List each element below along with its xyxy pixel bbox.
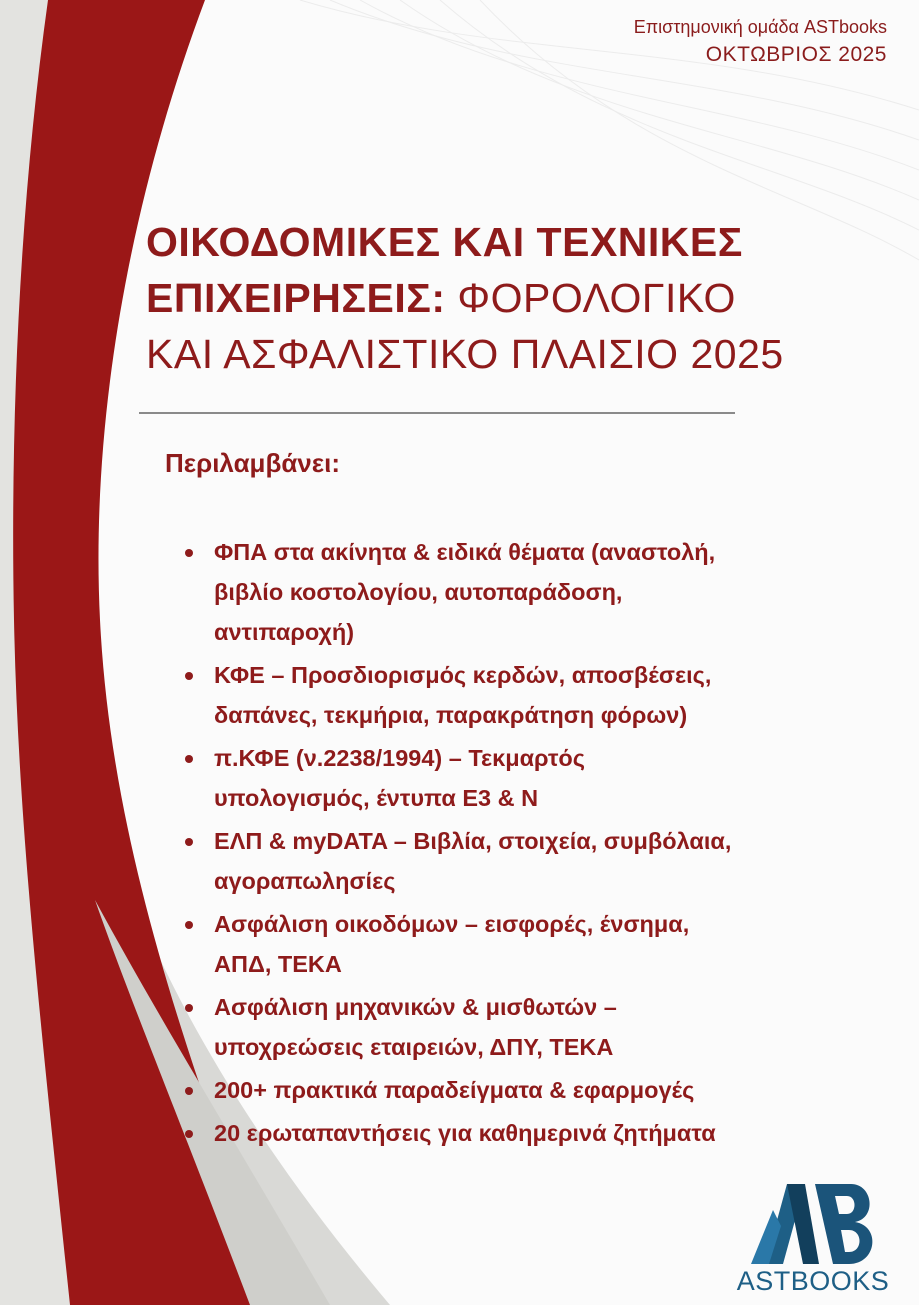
list-item-line: ΚΦΕ – Προσδιορισμός κερδών, αποσβέσεις, <box>214 662 712 688</box>
list-item-line: ΑΠΔ, ΤΕΚΑ <box>214 951 342 977</box>
ab-logo-icon <box>743 1180 883 1266</box>
list-item-line: 200+ πρακτικά παραδείγματα & εφαρμογές <box>214 1077 695 1103</box>
list-item <box>214 1113 894 1153</box>
document-title <box>146 214 906 382</box>
list-item <box>214 532 894 652</box>
logo-wordmark: ASTBOOKS <box>736 1266 890 1296</box>
list-item <box>214 1070 894 1110</box>
title-line-3: ΚΑΙ ΑΣΦΑΛΙΣΤΙΚΟ ΠΛΑΙΣΙΟ 2025 <box>146 331 784 377</box>
title-line-2-light: ΦΟΡΟΛΟΓΙΚΟ <box>445 275 736 321</box>
list-item-line: π.ΚΦΕ (ν.2238/1994) – Τεκμαρτός <box>214 745 586 771</box>
title-divider <box>139 412 735 414</box>
list-item-line: 20 ερωταπαντήσεις για καθημερινά ζητήματα <box>214 1120 716 1146</box>
contents-list <box>214 532 894 1156</box>
list-item-line: υποχρεώσεις εταιρειών, ΔΠΥ, ΤΕΚΑ <box>214 1034 614 1060</box>
list-item-line: βιβλίο κοστολογίου, αυτοπαράδοση, <box>214 579 623 605</box>
includes-heading: Περιλαμβάνει: <box>165 448 340 478</box>
list-item-line: δαπάνες, τεκμήρια, παρακράτηση φόρων) <box>214 702 688 728</box>
list-item-line: υπολογισμός, έντυπα Ε3 & Ν <box>214 785 539 811</box>
astbooks-logo <box>735 1180 895 1300</box>
list-item-line: Ασφάλιση μηχανικών & μισθωτών – <box>214 994 617 1020</box>
title-line-1: ΟΙΚΟΔΟΜΙΚΕΣ ΚΑΙ ΤΕΧΝΙΚΕΣ <box>146 219 743 265</box>
publisher-label: Επιστημονική ομάδα ASTbooks <box>633 17 887 37</box>
list-item-line: αγοραπωλησίες <box>214 868 396 894</box>
list-item <box>214 904 894 984</box>
list-item <box>214 821 894 901</box>
list-item <box>214 738 894 818</box>
list-item-line: ΕΛΠ & myDATA – Βιβλία, στοιχεία, συμβόλαια, <box>214 828 732 854</box>
list-item-line: Ασφάλιση οικοδόμων – εισφορές, ένσημα, <box>214 911 690 937</box>
list-item <box>214 655 894 735</box>
list-item <box>214 987 894 1067</box>
publication-date: ΟΚΤΩΒΡΙΟΣ 2025 <box>705 43 887 66</box>
title-line-2-bold: ΕΠΙΧΕΙΡΗΣΕΙΣ: <box>146 275 446 321</box>
header-meta <box>634 14 887 70</box>
title-line-2 <box>146 270 906 326</box>
list-item-line: ΦΠΑ στα ακίνητα & ειδικά θέματα (αναστολή, <box>214 539 716 565</box>
list-item-line: αντιπαροχή) <box>214 619 355 645</box>
